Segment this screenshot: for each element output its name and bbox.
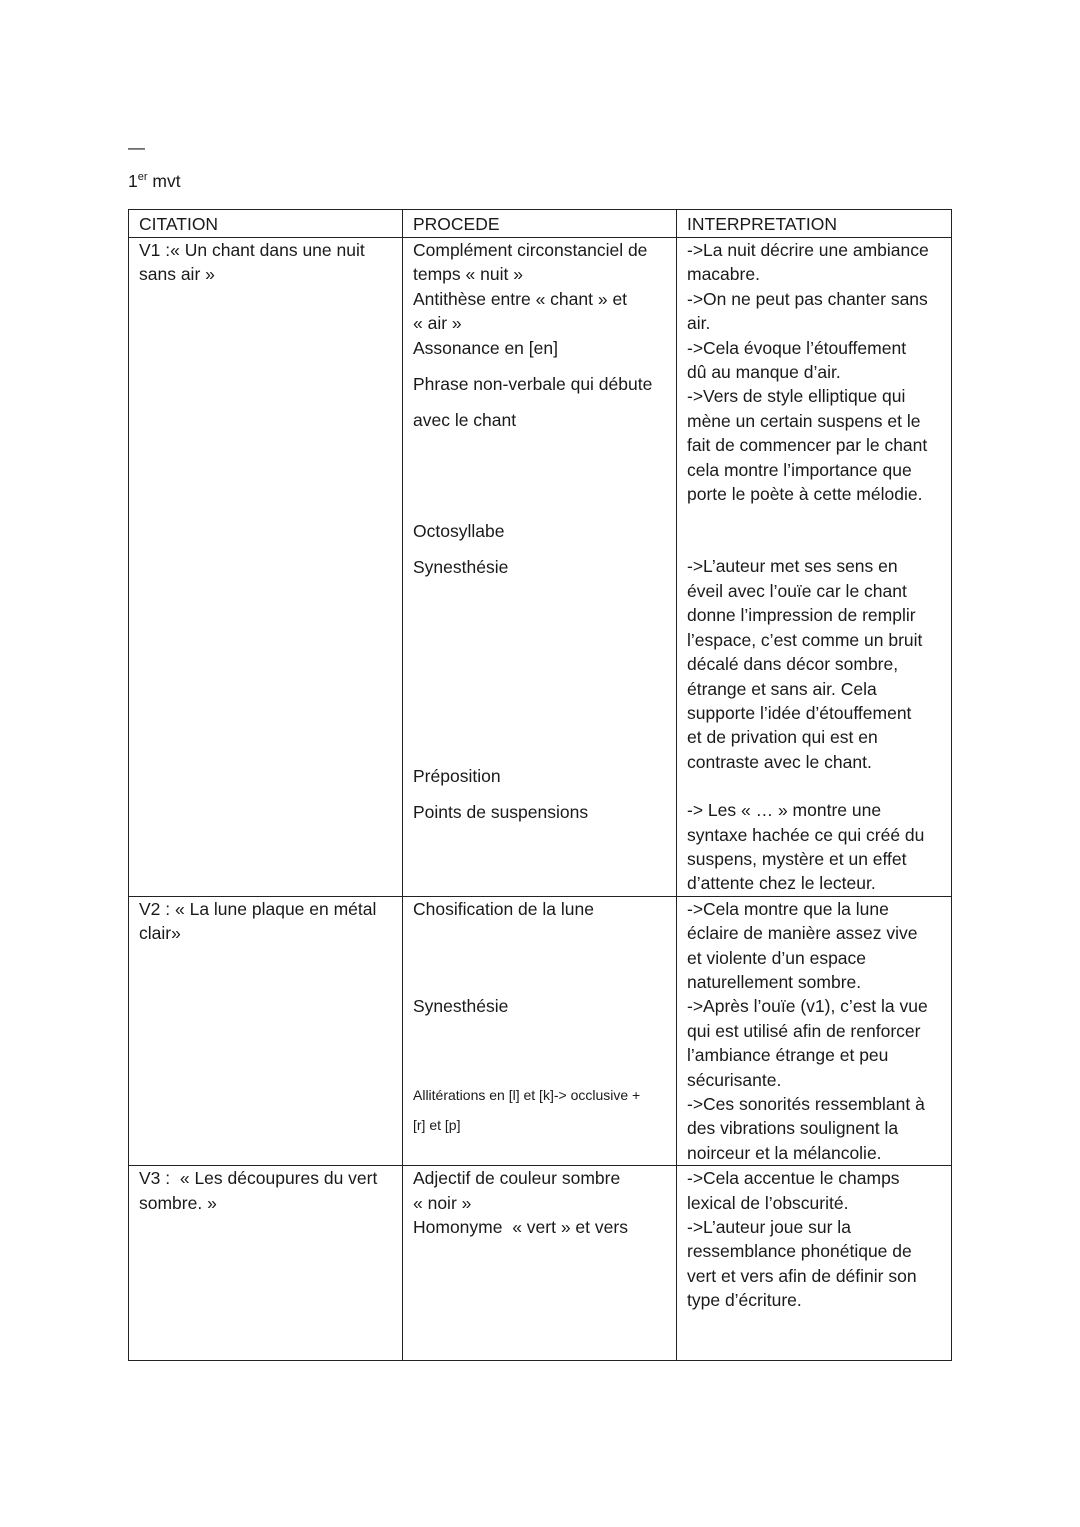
interpretation-cell <box>677 238 952 897</box>
interpretation-line: vert et vers afin de définir son <box>687 1265 917 1286</box>
procede-line: Synesthésie <box>413 557 509 578</box>
procede-line: [r] et [p] <box>413 1116 461 1133</box>
citation-line: V1 :« Un chant dans une nuit <box>139 240 365 260</box>
header-row <box>129 210 952 238</box>
procede-line: Allitérations en [l] et [k]-> occlusive + <box>413 1086 641 1103</box>
procede-line: Octosyllabe <box>413 520 505 541</box>
interpretation-line: ->La nuit décrire une ambiance <box>687 240 929 260</box>
interpretation-line: dû au manque d’air. <box>687 362 841 383</box>
citation-cell <box>129 1166 403 1361</box>
interpretation-line: syntaxe hachée ce qui créé du <box>687 824 925 845</box>
heading-text: mvt <box>147 171 181 191</box>
interpretation-line: décalé dans décor sombre, <box>687 654 899 675</box>
interpretation-line: ->Après l’ouïe (v1), c’est la vue <box>687 996 928 1017</box>
interpretation-line: ressemblance phonétique de <box>687 1241 912 1262</box>
interpretation-line: naturellement sombre. <box>687 971 862 992</box>
citation-line: sans air » <box>139 264 215 285</box>
interpretation-line: contraste avec le chant. <box>687 751 872 772</box>
interpretation-line: noirceur et la mélancolie. <box>687 1142 882 1163</box>
interpretation-line: des vibrations soulignent la <box>687 1118 899 1139</box>
table-row <box>129 1166 952 1361</box>
header-interpretation: INTERPRETATION <box>677 210 952 238</box>
interpretation-line: macabre. <box>687 264 760 285</box>
procede-line: temps « nuit » <box>413 264 523 285</box>
citation-line: V2 : « La lune plaque en métal <box>139 898 377 919</box>
procede-line: Complément circonstanciel de <box>413 240 648 260</box>
procede-line: Adjectif de couleur sombre <box>413 1168 621 1189</box>
procede-cell <box>403 1166 677 1361</box>
procede-cell <box>403 896 677 1165</box>
citation-line: sombre. » <box>139 1192 217 1213</box>
procede-line: Synesthésie <box>413 996 509 1017</box>
interpretation-line: supporte l’idée d’étouffement <box>687 702 912 723</box>
table-row <box>129 238 952 897</box>
heading-number: 1 <box>128 171 138 191</box>
citation-cell <box>129 238 403 897</box>
procede-line: Chosification de la lune <box>413 898 594 919</box>
interpretation-line: qui est utilisé afin de renforcer <box>687 1020 921 1041</box>
interpretation-line: ->Cela montre que la lune <box>687 898 889 919</box>
procede-line: « air » <box>413 313 462 334</box>
interpretation-line: ->L’auteur joue sur la <box>687 1217 851 1238</box>
interpretation-line: cela montre l’importance que <box>687 459 912 480</box>
procede-line: Préposition <box>413 765 501 786</box>
interpretation-line: sécurisante. <box>687 1069 782 1090</box>
interpretation-line: ->L’auteur met ses sens en <box>687 556 898 577</box>
interpretation-line: étrange et sans air. Cela <box>687 678 877 699</box>
interpretation-line: l’espace, c’est comme un bruit <box>687 629 923 650</box>
procede-line: Phrase non-verbale qui débute <box>413 374 653 395</box>
procede-line: Antithèse entre « chant » et <box>413 288 628 309</box>
interpretation-line: donne l’impression de remplir <box>687 605 916 626</box>
interpretation-line: éclaire de manière assez vive <box>687 923 918 944</box>
interpretation-line: -> Les « … » montre une <box>687 800 882 821</box>
interpretation-line: mène un certain suspens et le <box>687 410 921 431</box>
interpretation-line: et de privation qui est en <box>687 727 878 748</box>
citation-line: V3 : « Les découpures du vert <box>139 1168 378 1189</box>
interpretation-line: type d’écriture. <box>687 1290 802 1311</box>
interpretation-cell <box>677 1166 952 1361</box>
procede-line: avec le chant <box>413 410 517 431</box>
header-procede: PROCEDE <box>403 210 677 238</box>
top-dash: — <box>128 138 145 157</box>
interpretation-line: lexical de l’obscurité. <box>687 1192 849 1213</box>
interpretation-cell <box>677 896 952 1165</box>
citation-cell <box>129 896 403 1165</box>
interpretation-line: ->Cela évoque l’étouffement <box>687 337 907 358</box>
interpretation-line: ->On ne peut pas chanter sans <box>687 288 928 309</box>
procede-line: « noir » <box>413 1192 472 1213</box>
interpretation-line: l’ambiance étrange et peu <box>687 1045 889 1066</box>
table-row <box>129 896 952 1165</box>
interpretation-line: d’attente chez le lecteur. <box>687 873 876 894</box>
interpretation-line: ->Vers de style elliptique qui <box>687 386 906 407</box>
interpretation-line: fait de commencer par le chant <box>687 435 928 456</box>
citation-line: clair» <box>139 923 181 944</box>
interpretation-line: suspens, mystère et un effet <box>687 848 907 869</box>
interpretation-line: porte le poète à cette mélodie. <box>687 484 923 505</box>
interpretation-line: ->Ces sonorités ressemblant à <box>687 1094 925 1114</box>
interpretation-line: et violente d’un espace <box>687 947 867 968</box>
interpretation-line: air. <box>687 313 711 334</box>
procede-line: Homonyme « vert » et vers <box>413 1217 628 1238</box>
procede-line: Assonance en [en] <box>413 337 558 358</box>
section-heading <box>128 170 181 192</box>
header-citation: CITATION <box>129 210 403 238</box>
procede-line: Points de suspensions <box>413 802 589 823</box>
heading-superscript: er <box>137 171 148 184</box>
interpretation-line: éveil avec l’ouïe car le chant <box>687 580 907 601</box>
procede-cell <box>403 238 677 897</box>
interpretation-line: ->Cela accentue le champs <box>687 1168 900 1189</box>
analysis-table <box>128 209 952 1361</box>
